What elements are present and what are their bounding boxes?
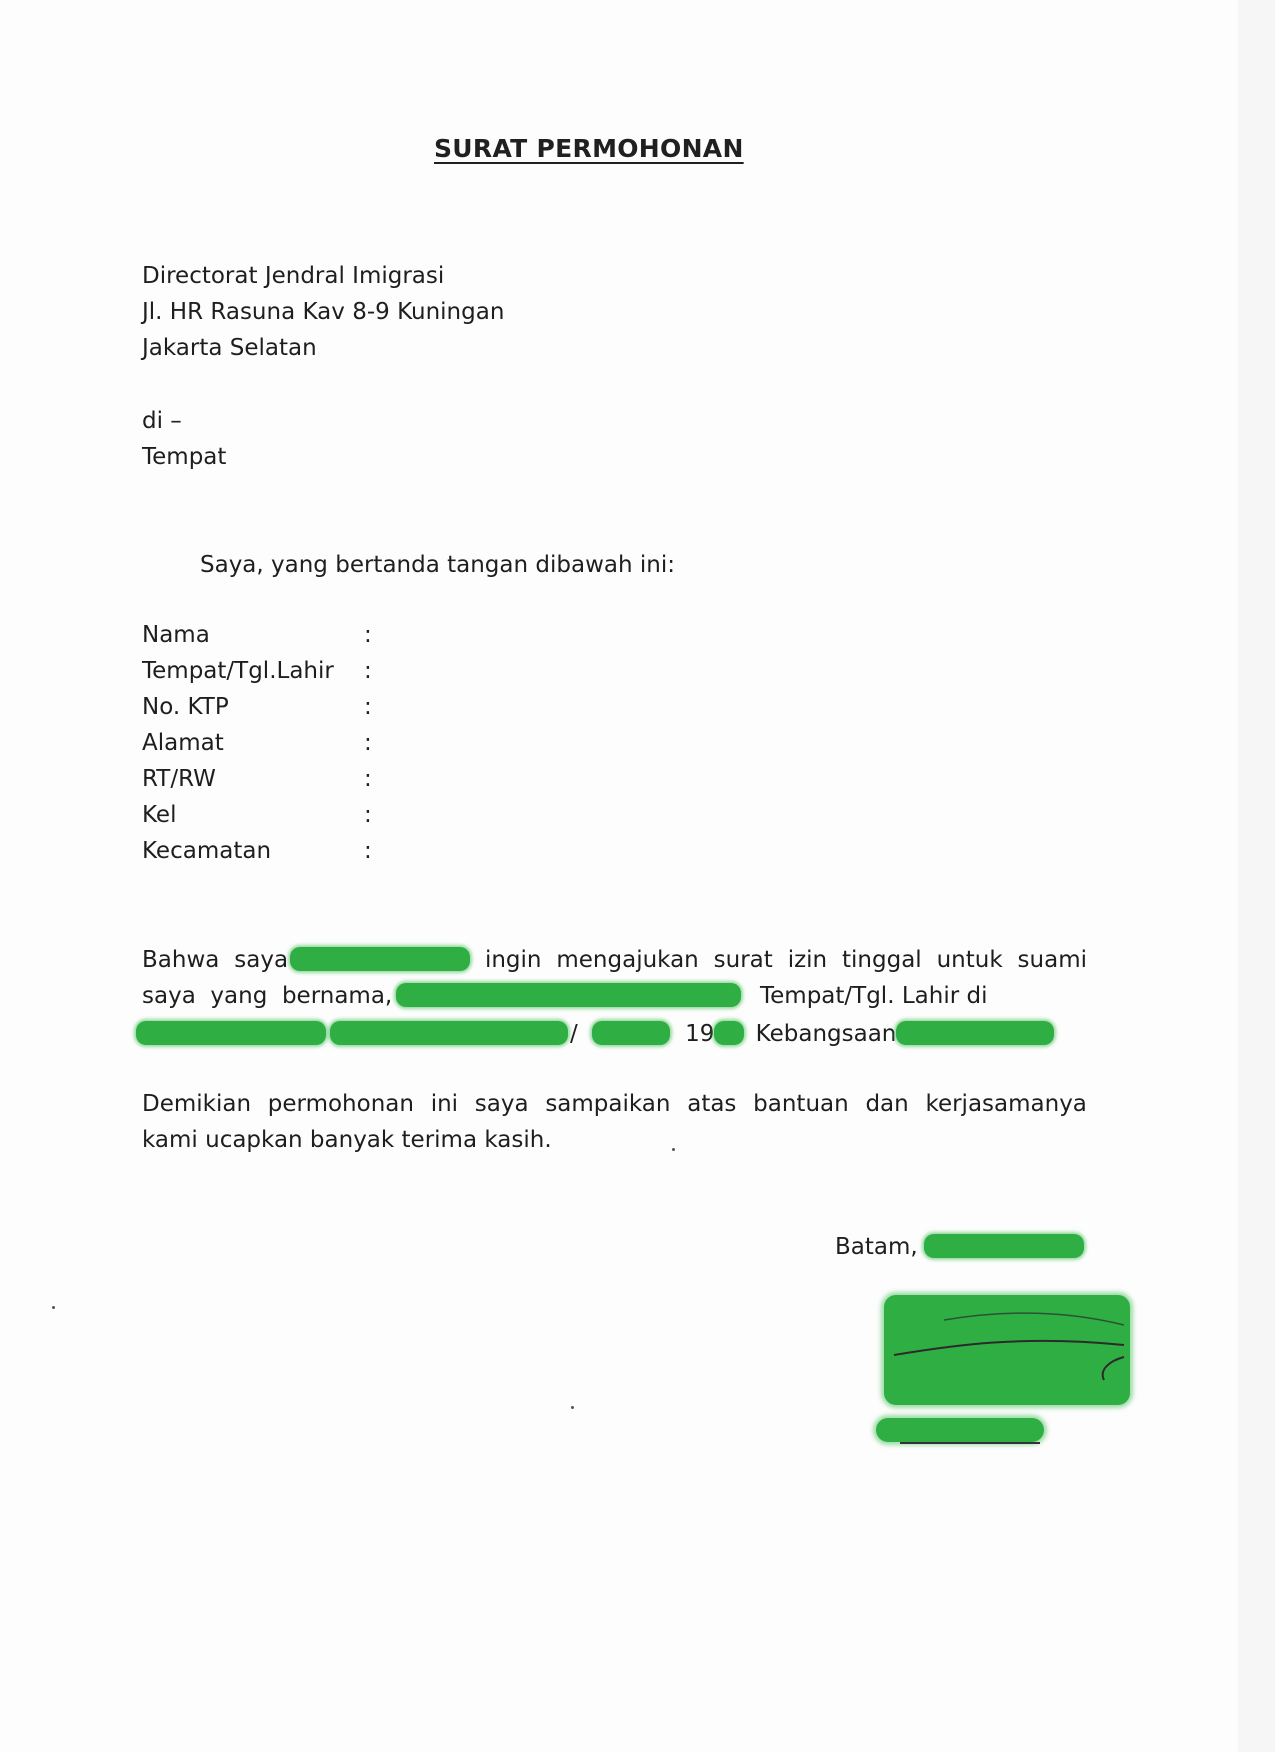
body-word: surat bbox=[713, 947, 773, 973]
intro-sentence: Saya, yang bertanda tangan dibawah ini: bbox=[200, 552, 675, 578]
field-label-nama: Nama bbox=[142, 622, 210, 648]
body-word: saya bbox=[142, 983, 196, 1009]
body-paragraph-line-2 bbox=[142, 978, 1087, 1014]
salutation-line-2: Tempat bbox=[142, 444, 227, 470]
redacted-signature-date bbox=[924, 1234, 1084, 1258]
signature-place-label: Batam, bbox=[835, 1234, 918, 1260]
redacted-birth-year bbox=[714, 1021, 744, 1045]
field-colon: : bbox=[364, 766, 372, 792]
body-word: yang bbox=[210, 983, 268, 1009]
birth-place-date-phrase bbox=[760, 978, 987, 1014]
body-paragraph-line-1 bbox=[142, 942, 1087, 978]
birth-year-prefix: 19 bbox=[685, 1021, 715, 1047]
body-word: saya bbox=[234, 947, 289, 973]
body-word: ingin bbox=[484, 947, 542, 973]
body-word: Tempat/Tgl. bbox=[760, 983, 895, 1009]
redacted-signer-name bbox=[876, 1418, 1044, 1442]
body-word: bernama, bbox=[281, 983, 393, 1009]
redacted-name bbox=[290, 947, 470, 971]
body-word: kerjasamanya bbox=[925, 1091, 1087, 1117]
scan-speck bbox=[672, 1148, 675, 1151]
scan-edge bbox=[1238, 0, 1275, 1752]
body-word: ini bbox=[430, 1091, 459, 1117]
field-colon: : bbox=[364, 838, 372, 864]
date-slash: / bbox=[570, 1021, 578, 1047]
body-word: dan bbox=[865, 1091, 909, 1117]
field-label-rt-rw: RT/RW bbox=[142, 766, 216, 792]
body-word: Demikian bbox=[142, 1091, 252, 1117]
field-colon: : bbox=[364, 802, 372, 828]
redacted-birth-date bbox=[330, 1021, 568, 1045]
body-paragraph-line-3 bbox=[136, 1016, 1081, 1052]
redacted-spouse-name bbox=[396, 983, 741, 1007]
field-colon: : bbox=[364, 658, 372, 684]
field-colon: : bbox=[364, 694, 372, 720]
body-word: untuk bbox=[936, 947, 1003, 973]
recipient-line-2: Jl. HR Rasuna Kav 8-9 Kuningan bbox=[142, 299, 505, 325]
redacted-birth-place bbox=[136, 1021, 326, 1045]
signer-name-underline bbox=[900, 1442, 1040, 1444]
salutation-line-1: di – bbox=[142, 408, 182, 434]
field-label-no-ktp: No. KTP bbox=[142, 694, 229, 720]
body-word: mengajukan bbox=[556, 947, 699, 973]
field-label-tempat-tgl-lahir: Tempat/Tgl.Lahir bbox=[142, 658, 334, 684]
body-word: saya bbox=[474, 1091, 529, 1117]
field-colon: : bbox=[364, 622, 372, 648]
recipient-line-3: Jakarta Selatan bbox=[142, 335, 317, 361]
closing-paragraph-line-1 bbox=[142, 1086, 1087, 1122]
body-word: atas bbox=[687, 1091, 737, 1117]
recipient-line-1: Directorat Jendral Imigrasi bbox=[142, 263, 445, 289]
scan-speck bbox=[52, 1306, 55, 1309]
document-title: SURAT PERMOHONAN bbox=[434, 134, 744, 163]
field-label-kecamatan: Kecamatan bbox=[142, 838, 272, 864]
body-word: di bbox=[966, 983, 988, 1009]
body-word: sampaikan bbox=[545, 1091, 671, 1117]
body-word: suami bbox=[1017, 947, 1087, 973]
field-label-kel: Kel bbox=[142, 802, 177, 828]
signature-stroke bbox=[884, 1295, 1134, 1410]
redacted-nationality bbox=[896, 1021, 1054, 1045]
body-word: Lahir bbox=[901, 983, 960, 1009]
body-word-with-redaction bbox=[234, 942, 470, 978]
signature-place bbox=[835, 1229, 1084, 1265]
body-word: bantuan bbox=[753, 1091, 849, 1117]
closing-paragraph-line-2: kami ucapkan banyak terima kasih. bbox=[142, 1127, 552, 1153]
field-label-alamat: Alamat bbox=[142, 730, 224, 756]
body-word: permohonan bbox=[267, 1091, 414, 1117]
body-word: Bahwa bbox=[142, 947, 220, 973]
scan-speck bbox=[571, 1406, 574, 1409]
body-word: izin bbox=[787, 947, 828, 973]
redacted-birth-month bbox=[592, 1021, 670, 1045]
field-colon: : bbox=[364, 730, 372, 756]
body-word: tinggal bbox=[842, 947, 922, 973]
body-word: Kebangsaan bbox=[755, 1021, 897, 1047]
